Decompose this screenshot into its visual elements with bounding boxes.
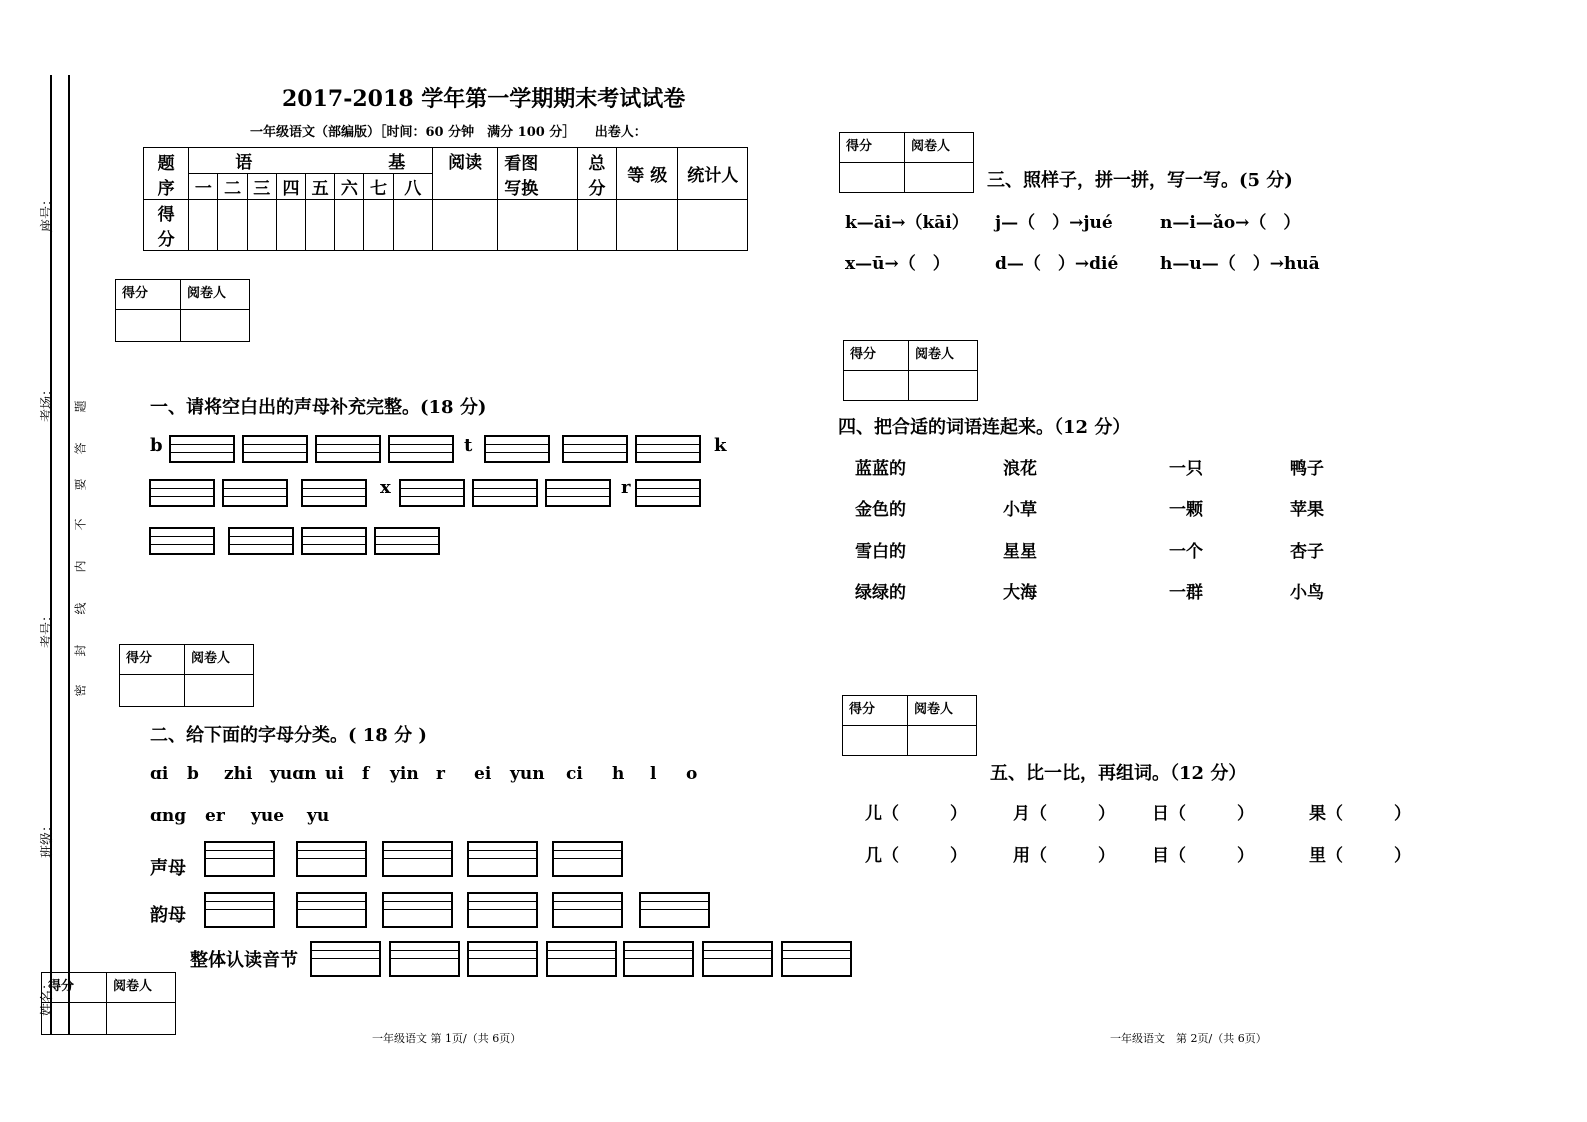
word-item: 苹果 [1290,500,1324,520]
compare-item: 目（ ） [1152,846,1254,866]
writing-box[interactable] [149,479,215,507]
score-cell[interactable] [393,200,432,251]
grader-name-label: 阅卷人 [107,973,176,1003]
letter-x: x [380,477,391,498]
score-cell[interactable] [276,200,305,251]
pinyin-item: ɑng [150,806,187,826]
writing-box[interactable] [552,841,623,877]
footer-page-1: 一年级语文 第 1页/（共 6页） [372,1032,522,1045]
score-cell[interactable] [617,200,678,251]
seat-label: 座号： [40,192,55,232]
score-summary-table [143,147,748,251]
grader-name-cell[interactable] [905,163,974,193]
word-item: 鸭子 [1290,459,1324,479]
grader-score-label: 得分 [116,280,181,310]
numeral-cell: 二 [218,174,247,200]
seal-char: 线 [73,602,88,615]
pinyin-item: yue [251,806,285,826]
score-cell[interactable] [247,200,276,251]
word-item: 小鸟 [1290,583,1324,603]
grader-score-cell[interactable] [116,310,181,342]
section5-title: 五、比一比，再组词。（12 分） [990,763,1247,784]
word-item: 蓝蓝的 [855,459,906,479]
grader-name-label: 阅卷人 [185,645,254,675]
pinyin-item: ei [474,764,492,784]
numeral-cell: 三 [247,174,276,200]
grader-score-cell[interactable] [843,726,908,756]
numeral-cell: 八 [393,174,432,200]
pinyin-item: l [650,764,657,784]
compare-item: 里（ ） [1309,846,1411,866]
pinyin-item: o [686,764,698,784]
numeral-cell: 四 [276,174,305,200]
writing-box[interactable] [467,841,538,877]
pinyin-item: yu [307,806,330,826]
compare-item: 用（ ） [1013,846,1115,866]
word-item: 星星 [1003,542,1037,562]
finals-label: 韵母 [150,905,186,926]
writing-box[interactable] [635,479,701,507]
word-item: 绿绿的 [855,583,906,603]
word-item: 大海 [1003,583,1037,603]
writing-box[interactable] [467,941,538,977]
pinyin-item: yun [510,764,545,784]
compare-item: 日（ ） [1152,804,1254,824]
writing-box[interactable] [382,892,453,928]
score-row-label: 得 分 [144,200,189,251]
pinyin-item: ui [325,764,344,784]
grader-score-label: 得分 [843,696,908,726]
pinyin-item: r [436,764,445,784]
seal-char: 密 [73,684,88,697]
writing-box[interactable] [382,841,453,877]
writing-box[interactable] [169,435,235,463]
reading-header: 阅读 [432,148,497,200]
writing-box[interactable] [639,892,710,928]
score-cell[interactable] [364,200,393,251]
writing-box[interactable] [545,479,611,507]
word-item: 杏子 [1290,542,1324,562]
grader-score-label: 得分 [844,341,909,371]
writing-box[interactable] [242,435,308,463]
writing-box[interactable] [149,527,215,555]
score-cell[interactable] [218,200,247,251]
class-label: 班级： [40,818,55,858]
spelling-item: x—ū→（ ） [845,254,950,274]
writing-box[interactable] [546,941,617,977]
stats-header: 统计人 [678,148,748,200]
word-item: 浪花 [1003,459,1037,479]
grader-box-3 [41,972,176,1035]
letter-r: r [621,477,631,498]
score-cell[interactable] [432,200,497,251]
grader-box-6 [842,695,977,756]
total-header: 总 分 [577,148,616,200]
grader-name-cell[interactable] [181,310,250,342]
grader-score-cell[interactable] [840,163,905,193]
compare-item: 果（ ） [1309,804,1411,824]
pinyin-item: ci [566,764,583,784]
page-subtitle: 一年级语文（部编版）［时间：60 分钟 满分 100 分］ 出卷人： [250,125,647,140]
grader-score-label: 得分 [120,645,185,675]
grader-box-2 [119,644,254,707]
grader-box-5 [843,340,978,401]
numeral-cell: 五 [306,174,335,200]
writing-box[interactable] [204,892,275,928]
letter-t: t [464,435,473,456]
pinyin-item: ɑi [150,764,169,784]
word-item: 小草 [1003,500,1037,520]
pinyin-item: yuɑn [270,764,317,784]
writing-box[interactable] [472,479,538,507]
grader-name-cell[interactable] [107,1003,176,1035]
writing-box[interactable] [623,941,694,977]
compare-item: 月（ ） [1013,804,1115,824]
writing-box[interactable] [484,435,550,463]
writing-box[interactable] [389,941,460,977]
numeral-cell: 六 [335,174,364,200]
writing-box[interactable] [374,527,440,555]
spelling-item: j—（ ）→jué [995,213,1113,233]
compare-item: 几（ ） [865,846,967,866]
grade-header: 等 级 [617,148,678,200]
pinyin-item: h [612,764,625,784]
compare-item: 儿（ ） [865,804,967,824]
writing-box[interactable] [781,941,852,977]
grader-score-cell[interactable] [844,371,909,401]
section3-title: 三、照样子，拼一拼，写一写。(5 分) [987,170,1293,191]
word-item: 雪白的 [855,542,906,562]
writing-box[interactable] [296,841,367,877]
writing-box[interactable] [296,892,367,928]
word-item: 一群 [1169,583,1203,603]
seal-char: 封 [73,644,88,657]
whole-syllable-label: 整体认读音节 [190,950,298,971]
writing-box[interactable] [222,479,288,507]
grader-box-4 [839,132,974,193]
page-title: 2017-2018 学年第一学期期末考试试卷 [282,86,686,112]
footer-page-2: 一年级语文 第 2页/（共 6页） [1110,1032,1267,1045]
score-cell[interactable] [335,200,364,251]
writing-box[interactable] [301,479,367,507]
grader-name-cell[interactable] [909,371,978,401]
score-cell[interactable] [306,200,335,251]
grader-name-label: 阅卷人 [181,280,250,310]
margin-line-inner [68,75,70,1035]
writing-box[interactable] [702,941,773,977]
seal-char: 内 [73,560,88,573]
spelling-item: d—（ ）→dié [995,254,1119,274]
exam-no-label: 考号： [40,608,55,648]
score-cell[interactable] [498,200,578,251]
writing-box[interactable] [552,892,623,928]
numeral-cell: 七 [364,174,393,200]
name-label: 姓名： [40,976,55,1016]
word-item: 一只 [1169,459,1203,479]
section1-title: 一、请将空白出的声母补充完整。(18 分) [150,397,487,418]
score-cell[interactable] [577,200,616,251]
writing-box[interactable] [388,435,454,463]
writing-box[interactable] [228,527,294,555]
picture-header: 看图 写换 [498,148,578,200]
numeral-cell: 一 [189,174,218,200]
writing-box[interactable] [635,435,701,463]
writing-box[interactable] [399,479,465,507]
writing-box[interactable] [301,527,367,555]
initials-label: 声母 [150,858,186,879]
grader-box-1 [115,279,250,342]
pinyin-item: yin [390,764,419,784]
grader-score-cell[interactable] [120,675,185,707]
spelling-item: h—u—（ ）→huā [1160,254,1320,274]
score-cell[interactable] [189,200,218,251]
pinyin-item: zhi [224,764,253,784]
pinyin-item: f [362,764,370,784]
letter-k: k [714,435,727,456]
word-item: 一颗 [1169,500,1203,520]
grader-name-cell[interactable] [185,675,254,707]
section4-title: 四、把合适的词语连起来。（12 分） [838,417,1131,438]
grader-score-label: 得分 [840,133,905,163]
pinyin-item: er [205,806,225,826]
section2-title: 二、给下面的字母分类。( 18 分 ) [150,725,427,746]
writing-box[interactable] [467,892,538,928]
grader-score-label: 得分 [42,973,107,1003]
writing-box[interactable] [204,841,275,877]
score-cell[interactable] [678,200,748,251]
writing-box[interactable] [310,941,381,977]
grader-name-cell[interactable] [908,726,977,756]
grader-name-label: 阅卷人 [909,341,978,371]
grader-name-label: 阅卷人 [908,696,977,726]
grader-name-label: 阅卷人 [905,133,974,163]
writing-box[interactable] [562,435,628,463]
seal-char: 要 [73,478,88,491]
spelling-item: n—i—ǎo→（ ） [1160,213,1301,233]
seal-char: 不 [73,518,88,531]
spelling-item: k—āi→（kāi） [845,213,969,233]
seal-char: 题 [73,400,88,413]
pinyin-item: b [187,764,199,784]
grader-score-cell[interactable] [42,1003,107,1035]
word-item: 一个 [1169,542,1203,562]
basic-header: 语 基 [189,148,433,174]
room-label: 考场： [40,382,55,422]
writing-box[interactable] [315,435,381,463]
word-item: 金色的 [855,500,906,520]
row-header-cell: 题 序 [144,148,189,200]
letter-b: b [150,435,163,456]
seal-char: 答 [73,442,88,455]
